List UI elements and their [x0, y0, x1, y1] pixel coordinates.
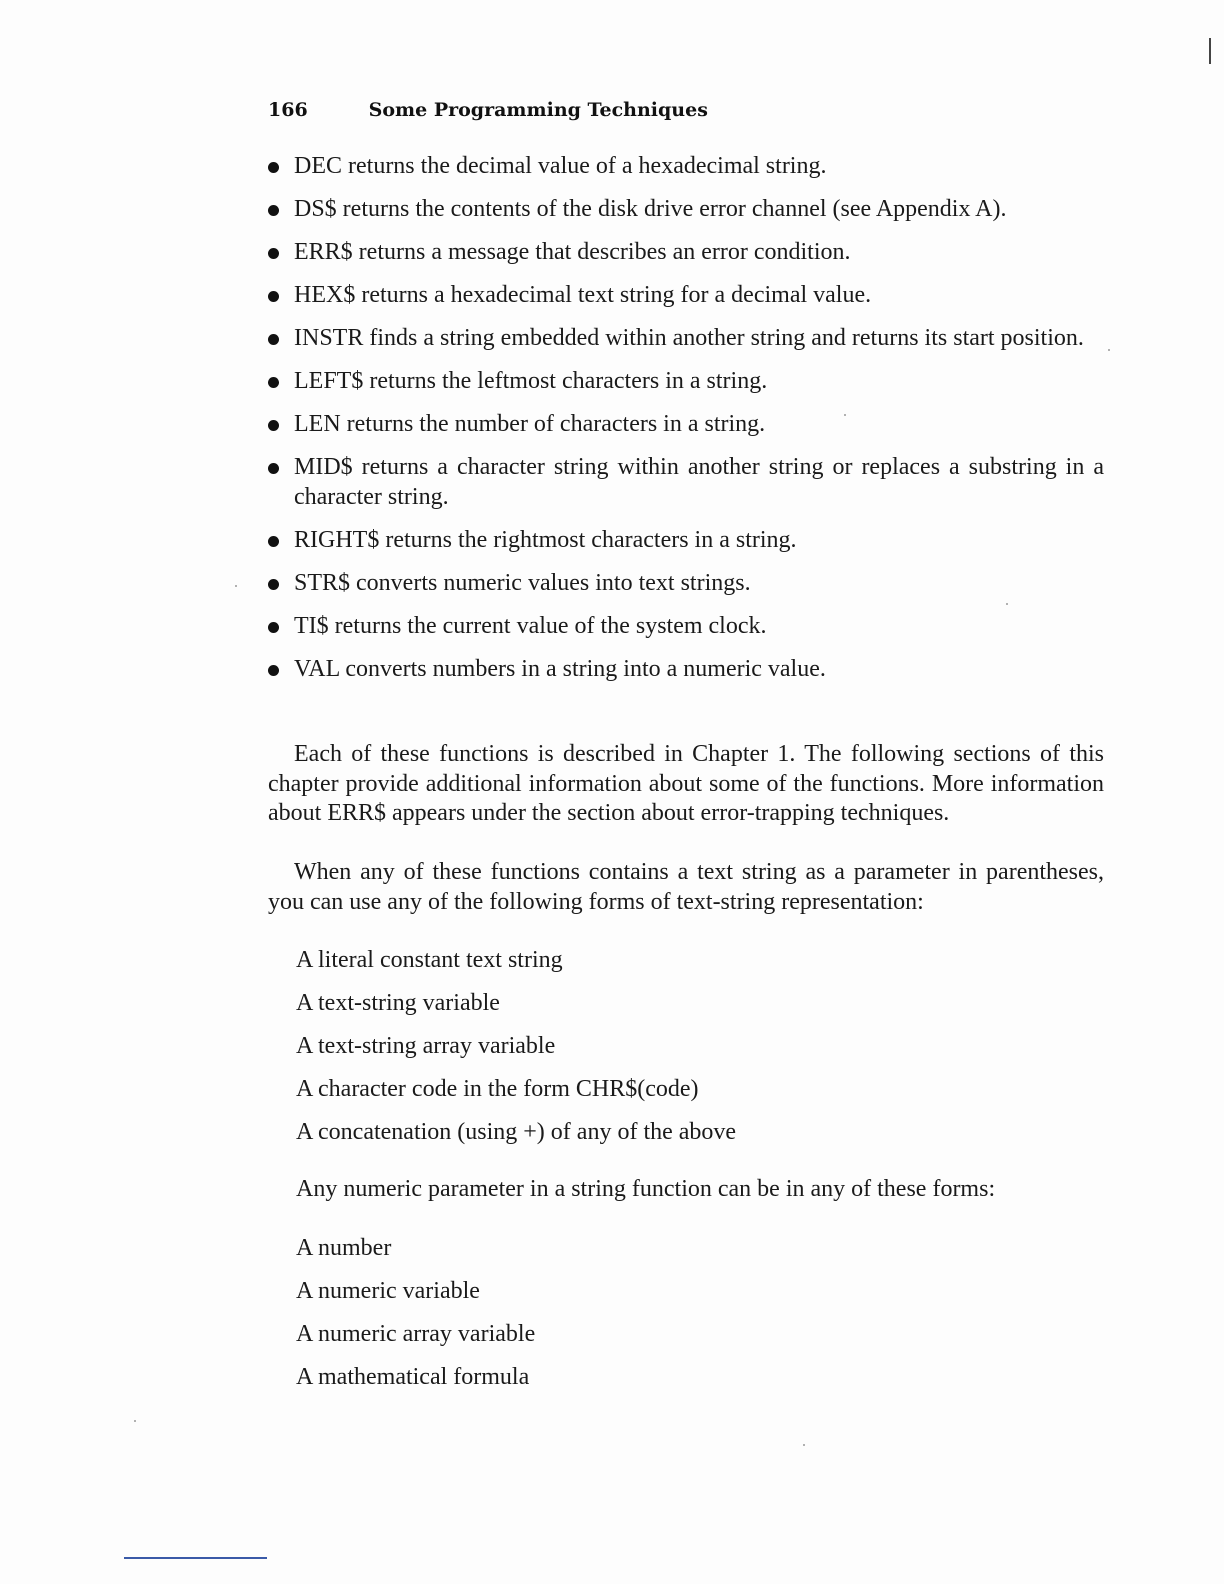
scan-speck	[134, 1420, 136, 1422]
paragraph-text-string-forms: When any of these functions contains a text string as a parameter in parentheses, you can use any of the following forms of text-string representation:	[268, 859, 1104, 915]
list-item: DEC returns the decimal value of a hexadecimal string.	[268, 151, 1104, 181]
list-item: MID$ returns a character string within another string or replaces a substring in a character string.	[268, 452, 1104, 512]
list-item: A character code in the form CHR$(code)	[296, 1076, 699, 1102]
list-item: RIGHT$ returns the rightmost characters in a string.	[268, 525, 1104, 555]
scan-speck	[1006, 603, 1008, 605]
scan-speck	[844, 414, 846, 416]
list-item: ERR$ returns a message that describes an error condition.	[268, 237, 1104, 267]
paragraph-numeric-forms: Any numeric parameter in a string function can be in any of these forms:	[296, 1176, 996, 1202]
list-item: LEFT$ returns the leftmost characters in a string.	[268, 366, 1104, 396]
bullet-icon	[268, 377, 279, 388]
scan-speck	[235, 585, 237, 587]
running-header	[268, 99, 708, 127]
bullet-icon	[268, 291, 279, 302]
list-item: A mathematical formula	[296, 1364, 530, 1390]
bullet-icon	[268, 536, 279, 547]
function-list	[268, 151, 1104, 697]
list-item: A literal constant text string	[296, 947, 563, 973]
paragraph-intro: Each of these functions is described in Chapter 1. The following sections of this chapter provide additional information about some of the functions. More information about ERR$ appears under the section about error-trapping techniques.	[268, 741, 1104, 826]
list-item: TI$ returns the current value of the system clock.	[268, 611, 1104, 641]
chapter-title: Some Programming Techniques	[368, 99, 708, 121]
bullet-icon	[268, 622, 279, 633]
list-item: STR$ converts numeric values into text strings.	[268, 568, 1104, 598]
page-number: 166	[268, 99, 308, 121]
bullet-icon	[268, 248, 279, 259]
numeric-form-list	[296, 1233, 535, 1405]
list-item: DS$ returns the contents of the disk drive error channel (see Appendix A).	[268, 194, 1104, 224]
list-item: A concatenation (using +) of any of the above	[296, 1119, 737, 1145]
list-item: INSTR finds a string embedded within another string and returns its start position.	[268, 323, 1104, 353]
bullet-icon	[268, 579, 279, 590]
bullet-icon	[268, 162, 279, 173]
scan-speck	[803, 1444, 805, 1446]
list-item: A numeric array variable	[296, 1321, 536, 1347]
list-item: LEN returns the number of characters in a string.	[268, 409, 1104, 439]
bullet-icon	[268, 334, 279, 345]
scan-edge-mark	[1209, 38, 1211, 64]
bullet-icon	[268, 665, 279, 676]
string-form-list	[296, 945, 736, 1160]
list-item: A numeric variable	[296, 1278, 480, 1304]
list-item: VAL converts numbers in a string into a numeric value.	[268, 654, 1104, 684]
list-item: A text-string array variable	[296, 1033, 556, 1059]
bullet-icon	[268, 463, 279, 474]
scan-speck	[1108, 349, 1110, 351]
list-item: HEX$ returns a hexadecimal text string for a decimal value.	[268, 280, 1104, 310]
footer-rule	[124, 1557, 267, 1559]
bullet-icon	[268, 420, 279, 431]
list-item: A number	[296, 1235, 392, 1261]
bullet-icon	[268, 205, 279, 216]
list-item: A text-string variable	[296, 990, 500, 1016]
